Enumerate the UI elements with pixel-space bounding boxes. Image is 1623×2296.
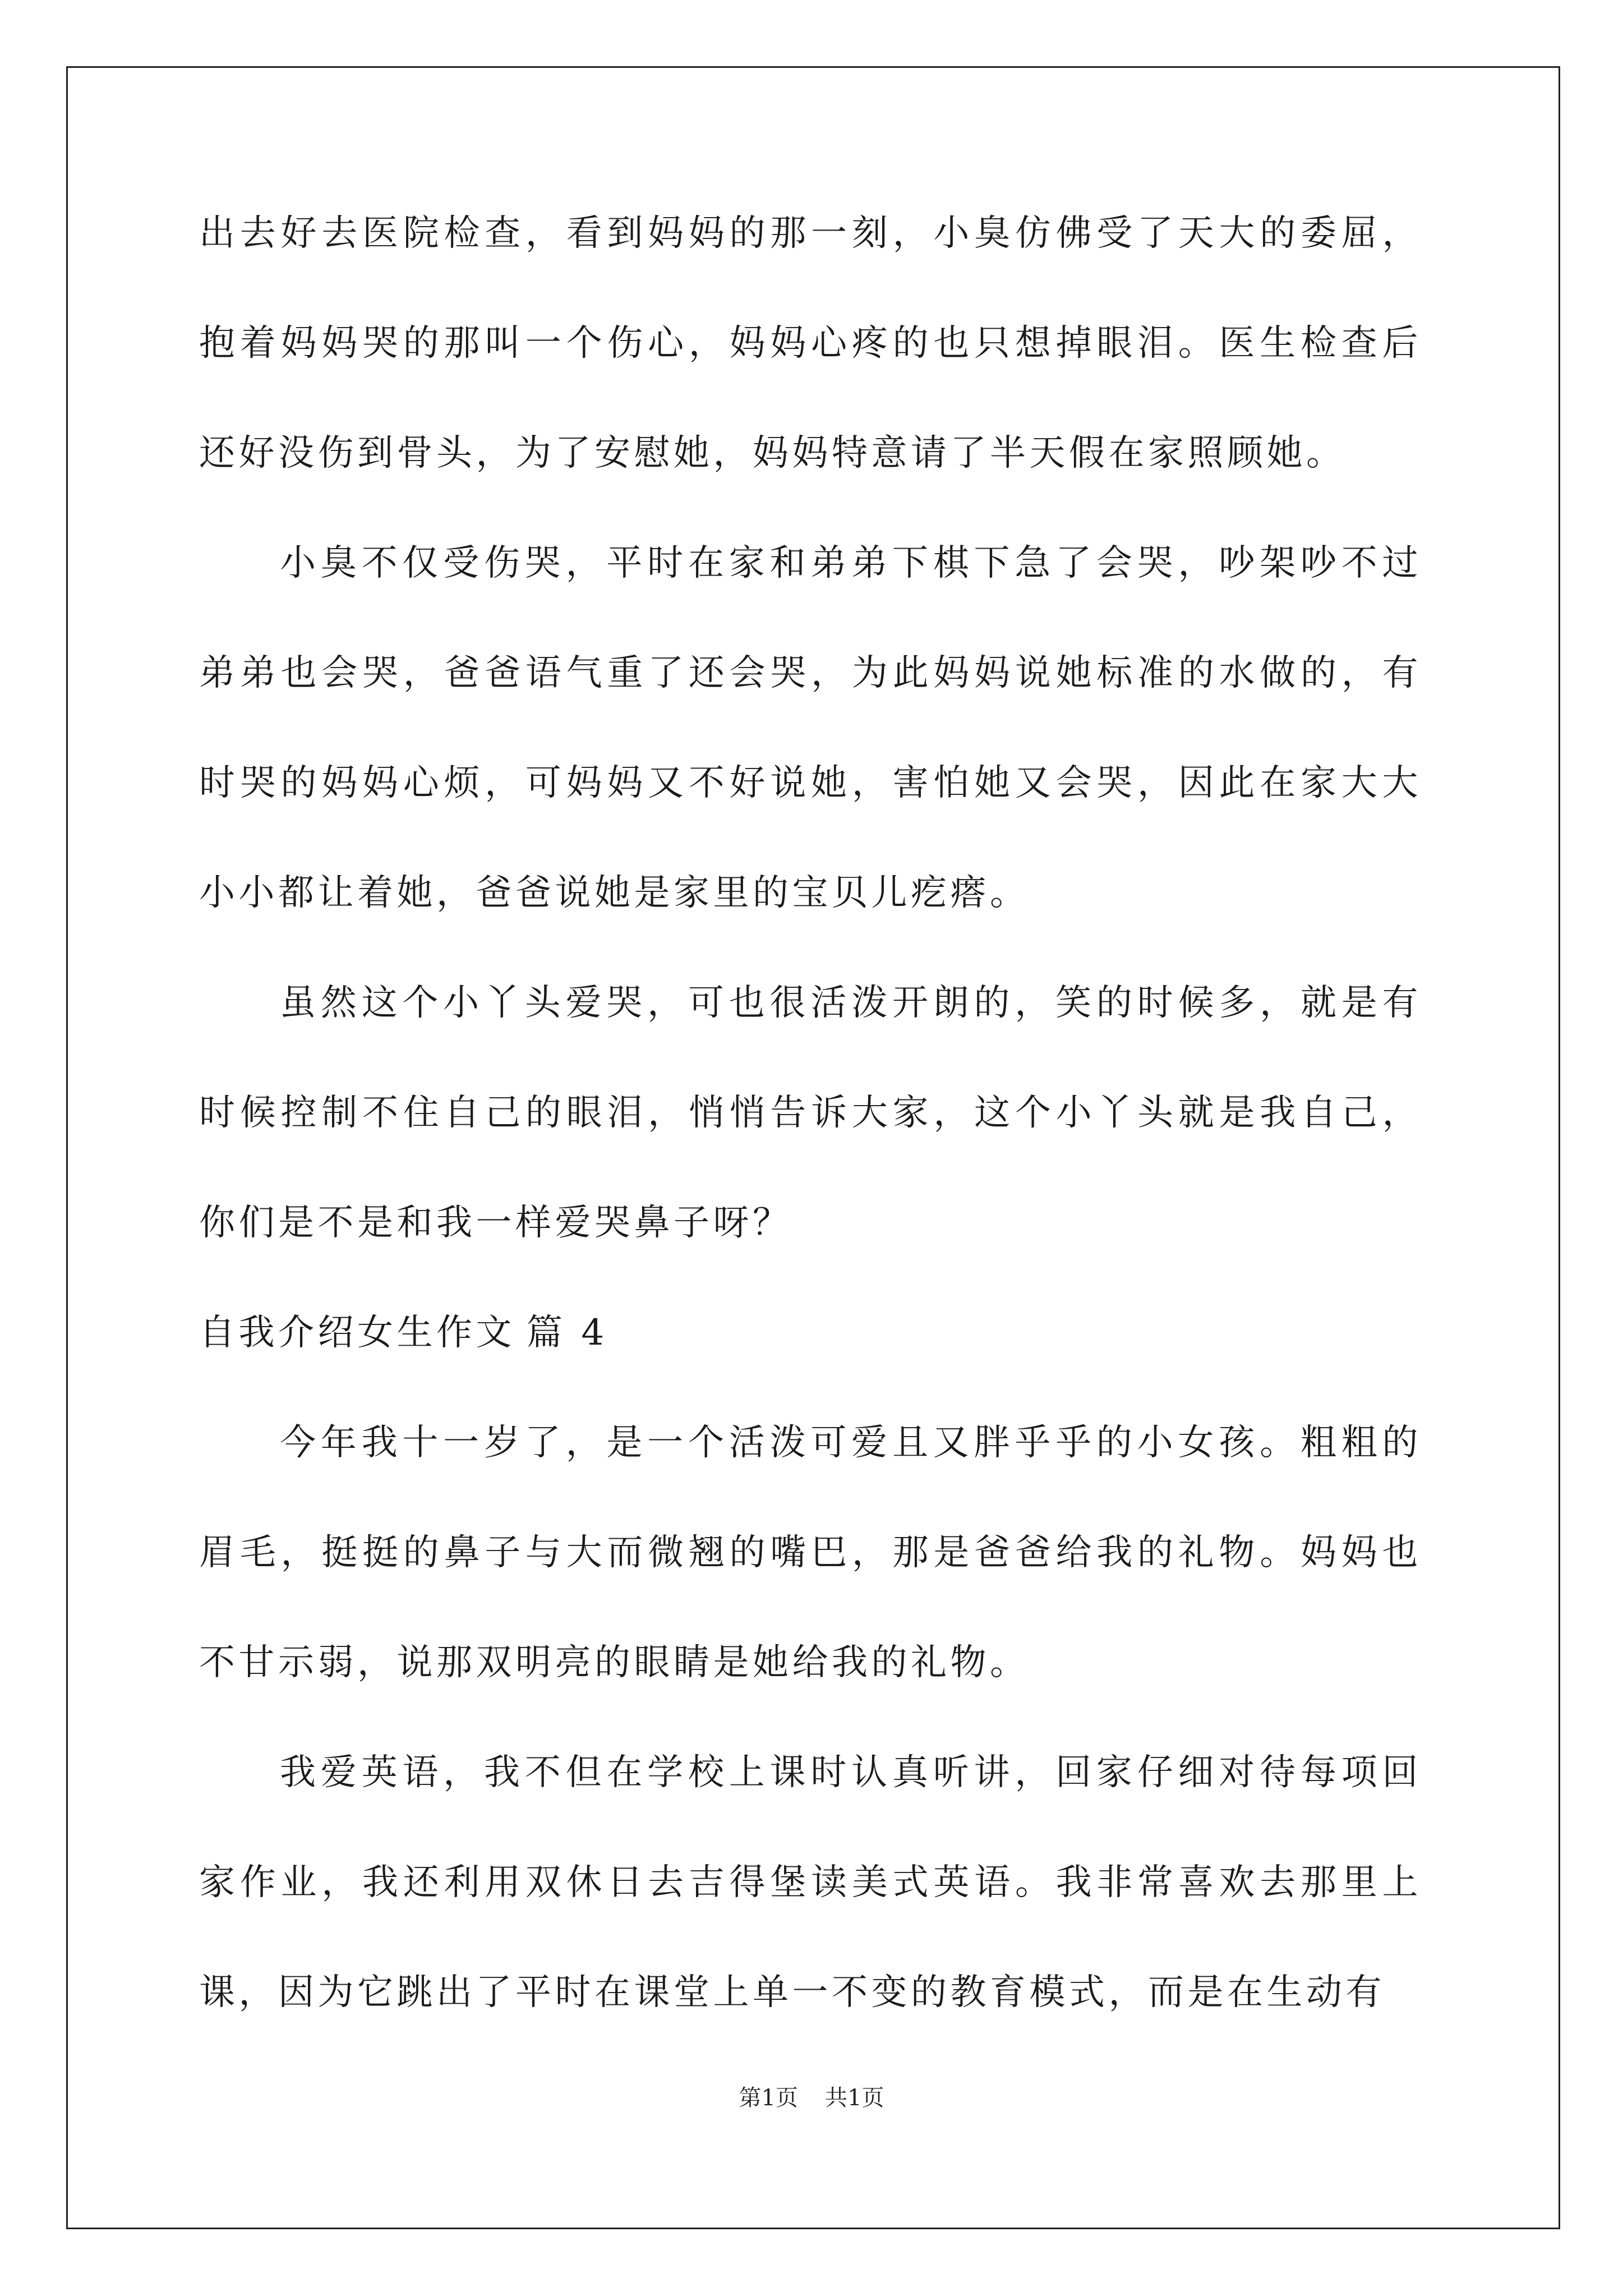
paragraph: 我爱英语，我不但在学校上课时认真听讲，回家仔细对待每项回家作业，我还利用双休日去吉得堡读美式英语。我非常喜欢去那里上课，因为它跳出了平时在课堂上单一不变的教育模式，而是在生动有 <box>199 1752 1422 2013</box>
paragraph: 虽然这个小丫头爱哭，可也很活泼开朗的，笑的时候多，就是有时候控制不住自己的眼泪，悄悄告诉大家，这个小丫头就是我自己，你们是不是和我一样爱哭鼻子呀？ <box>199 982 1422 1244</box>
paragraph: 小臭不仅受伤哭，平时在家和弟弟下棋下急了会哭，吵架吵不过弟弟也会哭，爸爸语气重了还会哭，为此妈妈说她标准的水做的，有时哭的妈妈心烦，可妈妈又不好说她，害怕她又会哭，因此在家大大小小都让着她，爸爸说她是家里的宝贝儿疙瘩。 <box>199 542 1422 914</box>
section-heading <box>199 1278 1422 1388</box>
paragraph-continued: 出去好去医院检查，看到妈妈的那一刻，小臭仿佛受了天大的委屈，抱着妈妈哭的那叫一个伤心，妈妈心疼的也只想掉眼泪。医生检查后还好没伤到骨头，为了安慰她，妈妈特意请了半天假在家照顾她。 <box>199 213 1422 474</box>
document-body <box>199 178 1422 2047</box>
page-total: 共1页 <box>825 2085 884 2111</box>
section-number: 篇 4 <box>527 1312 608 1354</box>
section-title: 自我介绍女生作文 <box>199 1312 515 1354</box>
page-footer <box>0 2081 1623 2115</box>
paragraph: 今年我十一岁了，是一个活泼可爱且又胖乎乎的小女孩。粗粗的眉毛，挺挺的鼻子与大而微翘的嘴巴，那是爸爸给我的礼物。妈妈也不甘示弱，说那双明亮的眼睛是她给我的礼物。 <box>199 1422 1422 1683</box>
page-number: 第1页 <box>739 2085 798 2111</box>
